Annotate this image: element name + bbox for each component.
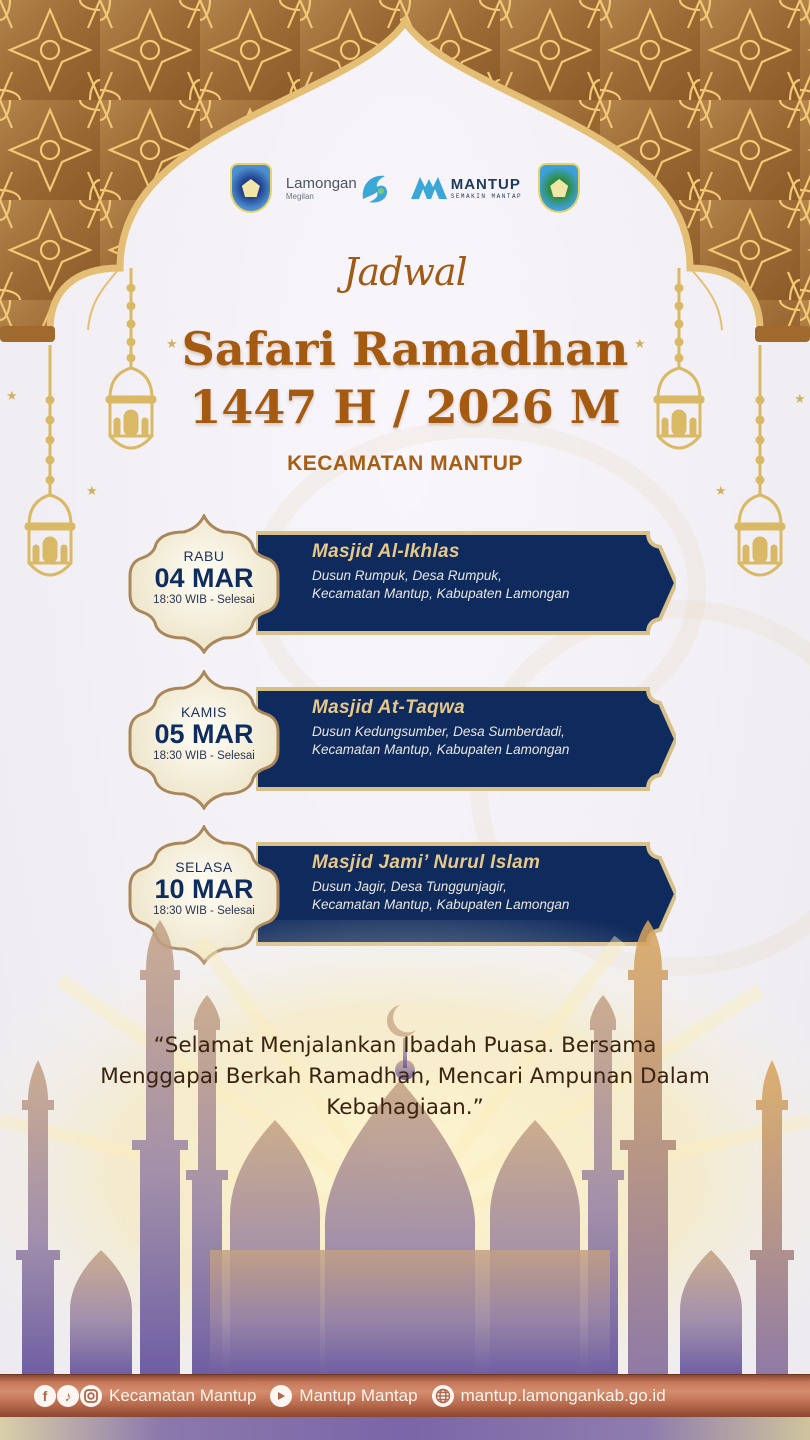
footer-social-bar <box>0 1375 810 1417</box>
script-title: Jadwal <box>343 250 467 294</box>
youtube-channel-link[interactable]: Mantup Mantap <box>299 1386 418 1405</box>
address-line: Dusun Kedungsumber, Desa Sumberdadi, <box>312 724 565 739</box>
star-icon: ★ <box>794 392 806 407</box>
event-card <box>128 670 684 810</box>
date-badge <box>128 670 280 810</box>
event-day: RABU <box>183 548 225 564</box>
event-time: 18:30 WIB - Selesai <box>153 594 255 606</box>
mantup-mark-icon <box>411 173 447 203</box>
star-icon: ★ <box>86 484 98 499</box>
lamongan-regency-emblem <box>230 163 272 213</box>
mantup-semakin-mantap-logo <box>411 173 522 203</box>
star-icon: ★ <box>634 337 646 352</box>
social-account-link[interactable]: Kecamatan Mantup <box>109 1386 257 1405</box>
event-banner <box>256 687 676 791</box>
dolphin-wave-icon <box>359 171 391 205</box>
event-day: SELASA <box>175 859 233 875</box>
masjid-name: Masjid Jami’ Nurul Islam <box>312 852 541 873</box>
event-time: 18:30 WIB - Selesai <box>153 905 255 917</box>
mantup-district-emblem <box>538 163 580 213</box>
website-link[interactable]: mantup.lamongankab.go.id <box>460 1386 666 1405</box>
event-time: 18:30 WIB - Selesai <box>153 750 255 762</box>
facebook-icon[interactable]: f <box>34 1385 56 1407</box>
star-icon: ★ <box>6 389 18 404</box>
event-card <box>128 514 684 654</box>
ramadan-greeting-quote: “Selamat Menjalankan Ibadah Puasa. Bersama Menggapai Berkah Ramadhan, Mencari Ampunan Dalam Kebahagiaan.” <box>100 1033 710 1120</box>
address-line: Dusun Rumpuk, Desa Rumpuk, <box>312 568 502 583</box>
address-line: Kecamatan Mantup, Kabupaten Lamongan <box>312 897 570 912</box>
bottom-pattern-strip <box>0 1417 810 1440</box>
address-line: Dusun Jagir, Desa Tunggunjagir, <box>312 879 507 894</box>
mantup-logo-tagline: SEMAKIN MANTAP <box>450 192 523 200</box>
instagram-icon[interactable] <box>80 1385 102 1407</box>
page-title: Safari Ramadhan <box>181 322 629 376</box>
mantup-logo-text: MANTUP <box>450 175 521 193</box>
year-title: 1447 H / 2026 M <box>189 380 621 434</box>
event-date: 10 MAR <box>154 874 254 904</box>
lamongan-logo-text: Lamongan <box>285 174 357 192</box>
star-icon: ★ <box>166 337 178 352</box>
date-badge <box>128 514 280 654</box>
event-date: 04 MAR <box>154 563 254 593</box>
address-line: Kecamatan Mantup, Kabupaten Lamongan <box>312 742 570 757</box>
lamongan-megilan-logo <box>286 171 391 205</box>
youtube-icon[interactable] <box>270 1385 292 1407</box>
tiktok-icon[interactable]: ♪ <box>57 1385 79 1407</box>
district-subtitle: KECAMATAN MANTUP <box>287 452 523 475</box>
mosque-silhouette <box>0 920 810 1375</box>
address-line: Kecamatan Mantup, Kabupaten Lamongan <box>312 586 570 601</box>
star-icon: ★ <box>715 484 727 499</box>
globe-icon[interactable] <box>432 1385 454 1407</box>
event-date: 05 MAR <box>154 719 254 749</box>
lamongan-logo-tagline: Megilan <box>285 191 314 201</box>
event-day: KAMIS <box>180 704 228 720</box>
event-banner <box>256 531 676 635</box>
masjid-name: Masjid At-Taqwa <box>312 697 465 718</box>
masjid-name: Masjid Al-Ikhlas <box>312 541 460 562</box>
logo-row <box>0 160 810 216</box>
